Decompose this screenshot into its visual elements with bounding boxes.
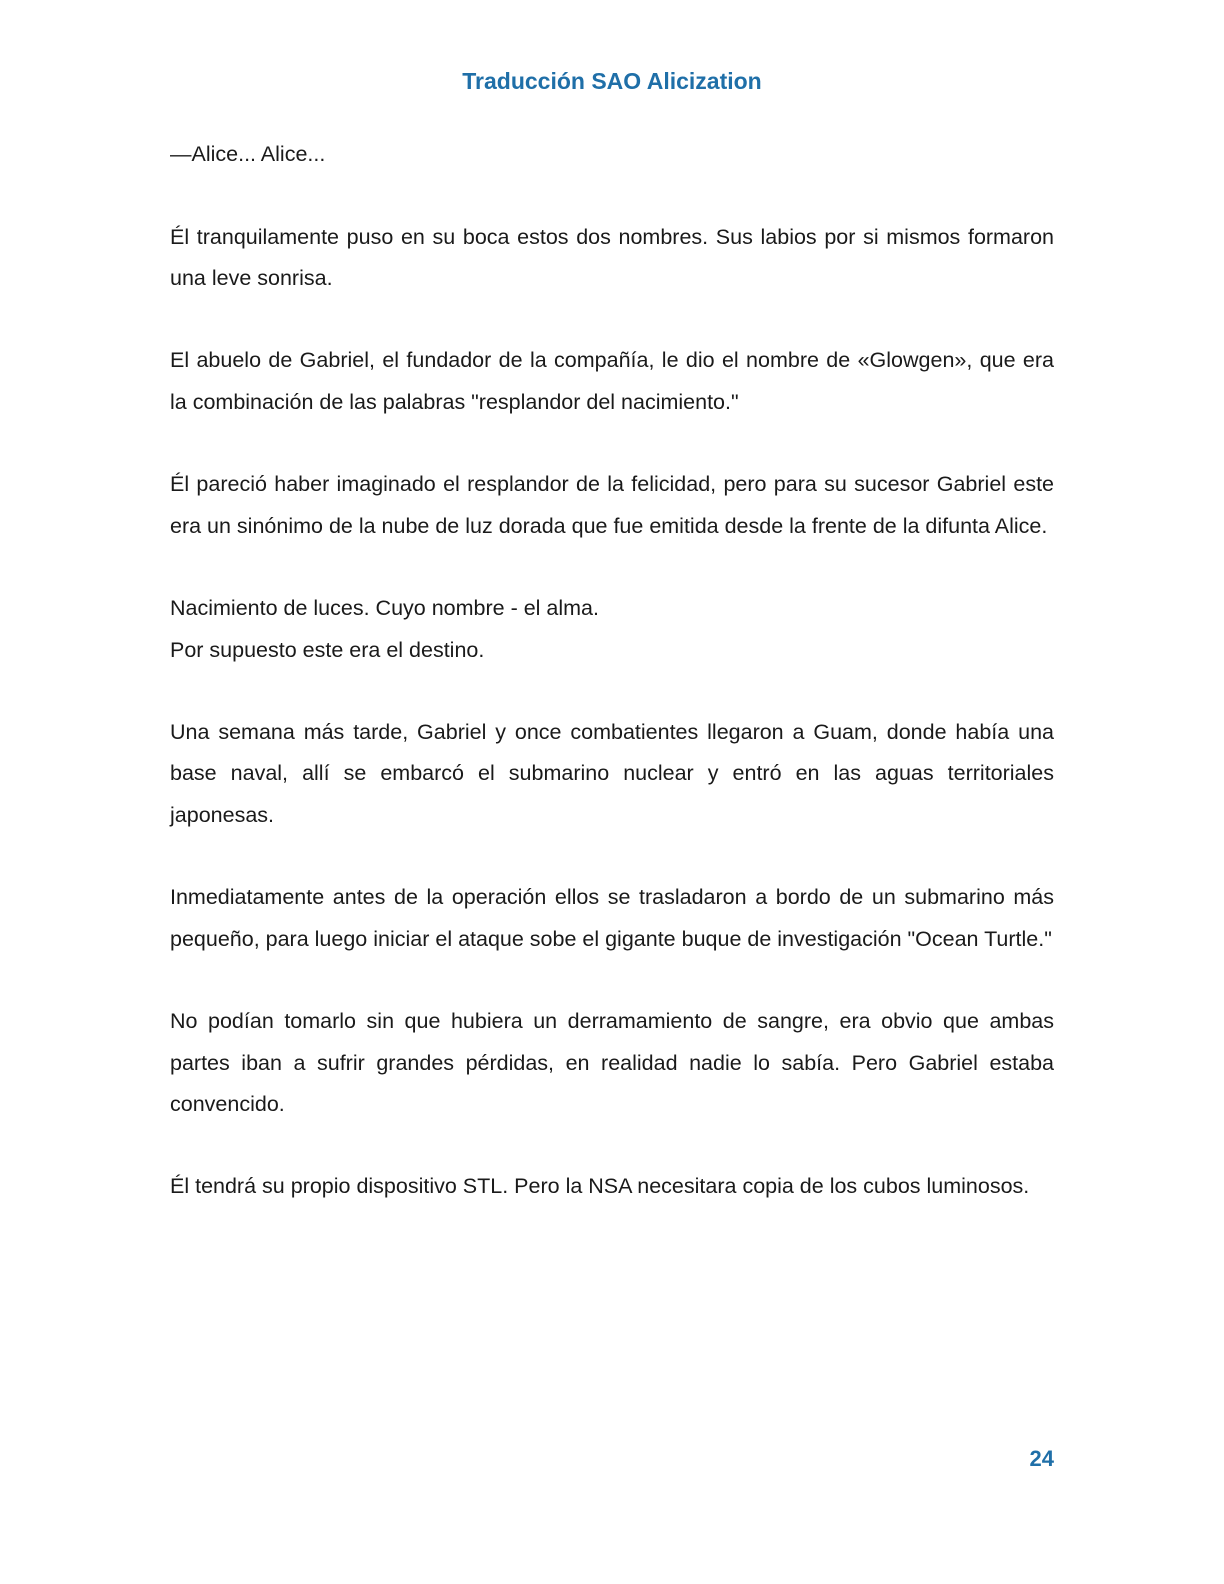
paragraph-8: No podían tomarlo sin que hubiera un derramamiento de sangre, era obvio que ambas partes iban a sufrir grandes pérdidas, en realidad nadie lo sabía. Pero Gabriel estaba convencido. — [170, 1009, 1054, 1116]
paragraph-3: El abuelo de Gabriel, el fundador de la compañía, le dio el nombre de «Glowgen», que era la combinación de las palabras "resplandor del nacimiento." — [170, 348, 1054, 414]
paragraph-1: —Alice... Alice... — [170, 142, 326, 166]
paragraph-6: Una semana más tarde, Gabriel y once combatientes llegaron a Guam, donde había una base naval, allí se embarcó el submarino nuclear y entró en las aguas territoriales japonesas. — [170, 720, 1054, 827]
paragraph-2: Él tranquilamente puso en su boca estos dos nombres. Sus labios por si mismos formaron una leve sonrisa. — [170, 224, 1054, 290]
paragraph-5-line-2: Por supuesto este era el destino. — [170, 637, 485, 662]
page-header-title: Traducción SAO Alicization — [462, 68, 762, 94]
paragraph-5-line-1: Nacimiento de luces. Cuyo nombre - el alma. — [170, 596, 599, 621]
paragraph-5 — [170, 588, 1054, 671]
paragraph-7: Inmediatamente antes de la operación ellos se trasladaron a bordo de un submarino más pequeño, para luego iniciar el ataque sobe el gigante buque de investigación "Ocean Turtle." — [170, 885, 1054, 951]
paragraph-4: Él pareció haber imaginado el resplandor de la felicidad, pero para su sucesor Gabriel este era un sinónimo de la nube de luz dorada que fue emitida desde la frente de la difunta Alice. — [170, 472, 1054, 538]
page-number: 24 — [1029, 1446, 1054, 1471]
paragraph-9: Él tendrá su propio dispositivo STL. Pero la NSA necesitara copia de los cubos luminosos. — [170, 1174, 1030, 1199]
document-body — [170, 134, 1054, 1249]
